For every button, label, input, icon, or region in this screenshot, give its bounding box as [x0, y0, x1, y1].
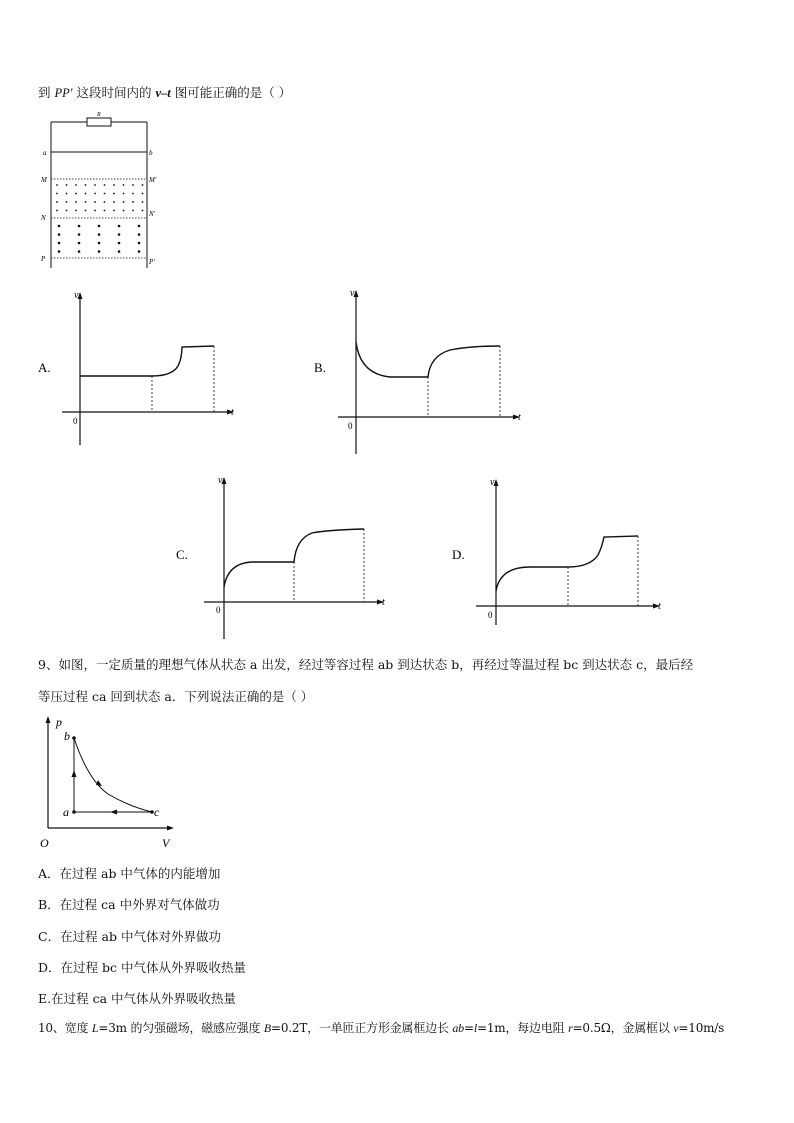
- graph-A: [30, 288, 250, 453]
- field-dot: [94, 201, 96, 203]
- axis-t-label: t: [658, 601, 661, 612]
- stem-symbol-pp: PP′: [54, 86, 73, 100]
- field-dot: [113, 210, 115, 212]
- stem-text: =3m 的匀强磁场，磁感应强度: [98, 1021, 264, 1035]
- field-dot: [113, 184, 115, 186]
- field-dot: [94, 193, 96, 195]
- field-dot: [66, 193, 68, 195]
- q9-option-C[interactable]: C．在过程 ab 中气体对外界做功: [38, 929, 221, 944]
- field-dot: [142, 201, 144, 203]
- field-dots-lower: [58, 225, 141, 253]
- graph-B: [310, 286, 530, 456]
- field-dot: [85, 210, 87, 212]
- label-N: N: [41, 214, 46, 222]
- field-dot: [132, 184, 134, 186]
- field-dot: [78, 250, 81, 253]
- state-c-label: c: [154, 805, 160, 819]
- origin-label: 0: [348, 421, 353, 431]
- q9-stem-line-2: 等压过程 ca 回到状态 a．下列说法正确的是（ ）: [38, 689, 314, 704]
- option-letter-B: B.: [314, 360, 326, 375]
- state-b-label: b: [64, 729, 70, 743]
- axis-t-label: t: [231, 407, 234, 418]
- field-dot: [98, 242, 101, 245]
- field-dot: [123, 201, 125, 203]
- origin-label: 0: [488, 610, 493, 620]
- q9-option-A[interactable]: A．在过程 ab 中气体的内能增加: [38, 866, 221, 881]
- field-dot: [75, 201, 77, 203]
- field-dot: [98, 233, 101, 236]
- stem-text: 10、宽度: [38, 1021, 92, 1035]
- state-a-label: a: [63, 805, 69, 819]
- stem-text: =10m/s: [678, 1021, 725, 1035]
- stem-text: =: [463, 1021, 474, 1035]
- stem-text: =0.2T，一单匝正方形金属框边长: [271, 1021, 453, 1035]
- field-dot: [104, 201, 106, 203]
- option-letter-A: A.: [38, 360, 51, 375]
- field-dot: [94, 184, 96, 186]
- origin-label: 0: [216, 605, 221, 615]
- field-dot: [123, 184, 125, 186]
- label-P: P: [41, 255, 46, 263]
- field-dot: [58, 242, 61, 245]
- field-dot: [58, 225, 61, 228]
- field-dot: [75, 210, 77, 212]
- q9-pv-diagram: [36, 714, 186, 854]
- field-dot: [142, 193, 144, 195]
- option-letter-C: C.: [176, 547, 188, 562]
- field-dots-upper: [56, 184, 143, 211]
- label-b: b: [149, 149, 153, 157]
- field-dot: [142, 184, 144, 186]
- field-dot: [66, 201, 68, 203]
- axis-V-label: V: [162, 836, 170, 850]
- field-dot: [142, 210, 144, 212]
- field-dot: [138, 242, 141, 245]
- stem-text: 到: [38, 85, 55, 100]
- label-N2: N′: [149, 210, 156, 218]
- field-dot: [113, 201, 115, 203]
- resistor-icon: [87, 118, 111, 126]
- field-dot: [132, 210, 134, 212]
- field-dot: [118, 242, 121, 245]
- symbol-L: L: [91, 1021, 99, 1035]
- stem-text: 图可能正确的是（ ）: [170, 85, 292, 100]
- symbol-l: l: [473, 1021, 477, 1035]
- field-dot: [75, 193, 77, 195]
- field-dot: [118, 225, 121, 228]
- graph-D: [450, 475, 670, 645]
- axis-v-label: v: [350, 288, 355, 299]
- field-dot: [66, 210, 68, 212]
- field-dot: [113, 193, 115, 195]
- curve-B: [356, 342, 500, 377]
- symbol-ab: ab: [452, 1021, 464, 1035]
- field-dot: [132, 193, 134, 195]
- field-dot: [118, 250, 121, 253]
- axis-t-label: t: [382, 597, 385, 608]
- symbol-r: r: [568, 1021, 573, 1035]
- graph-C: [172, 473, 392, 643]
- field-dot: [66, 184, 68, 186]
- q9-option-D[interactable]: D．在过程 bc 中气体从外界吸收热量: [38, 960, 246, 975]
- field-dot: [104, 193, 106, 195]
- symbol-B: B: [263, 1021, 272, 1035]
- field-dot: [58, 250, 61, 253]
- field-dot: [85, 184, 87, 186]
- field-dot: [123, 193, 125, 195]
- label-M2: M′: [149, 176, 157, 184]
- field-dot: [138, 250, 141, 253]
- field-dot: [98, 225, 101, 228]
- field-dot: [94, 210, 96, 212]
- axis-p-label: p: [56, 715, 62, 729]
- stem-symbol-vt: v–t: [155, 86, 171, 100]
- symbol-v: v: [673, 1021, 679, 1035]
- field-dot: [118, 233, 121, 236]
- field-dot: [132, 201, 134, 203]
- field-dot: [138, 225, 141, 228]
- axis-v-label: v: [490, 477, 495, 488]
- field-dot: [56, 210, 58, 212]
- resistor-label: R: [97, 112, 101, 118]
- field-dot: [56, 201, 58, 203]
- field-dot: [78, 225, 81, 228]
- q9-option-B[interactable]: B．在过程 ca 中外界对气体做功: [38, 897, 220, 912]
- label-P2: P′: [149, 258, 155, 266]
- axis-v-label: v: [218, 475, 223, 486]
- curve-D: [496, 536, 638, 591]
- q10-stem-line: [38, 1019, 724, 1036]
- field-dot: [104, 210, 106, 212]
- label-M: M: [41, 176, 47, 184]
- q9-option-E[interactable]: E.在过程 ca 中气体从外界吸收热量: [38, 991, 236, 1006]
- field-dot: [104, 184, 106, 186]
- field-dot: [123, 210, 125, 212]
- option-letter-D: D.: [452, 547, 465, 562]
- field-dot: [58, 233, 61, 236]
- field-dot: [78, 233, 81, 236]
- field-dot: [78, 242, 81, 245]
- stem-text: =1m，每边电阻: [476, 1021, 569, 1035]
- field-dot: [98, 250, 101, 253]
- q9-stem-line-1: 9、如图，一定质量的理想气体从状态 a 出发，经过等容过程 ab 到达状态 b，再经过等温过程 bc 到达状态 c，最后经: [38, 657, 694, 672]
- stem-text: 这段时间内的: [72, 85, 156, 100]
- stem-text: =0.5Ω，金属框以: [572, 1021, 674, 1035]
- axis-v-label: v: [74, 290, 79, 301]
- curve-A: [80, 346, 214, 376]
- field-dot: [85, 201, 87, 203]
- origin-label: 0: [73, 416, 78, 426]
- field-dot: [138, 233, 141, 236]
- field-dot: [85, 193, 87, 195]
- label-a: a: [43, 149, 47, 157]
- field-dot: [56, 193, 58, 195]
- origin-label: O: [40, 836, 49, 850]
- axis-t-label: t: [518, 412, 521, 423]
- q8-field-figure: [35, 108, 165, 273]
- q8-stem-line: [38, 83, 291, 101]
- field-dot: [56, 184, 58, 186]
- field-dot: [75, 184, 77, 186]
